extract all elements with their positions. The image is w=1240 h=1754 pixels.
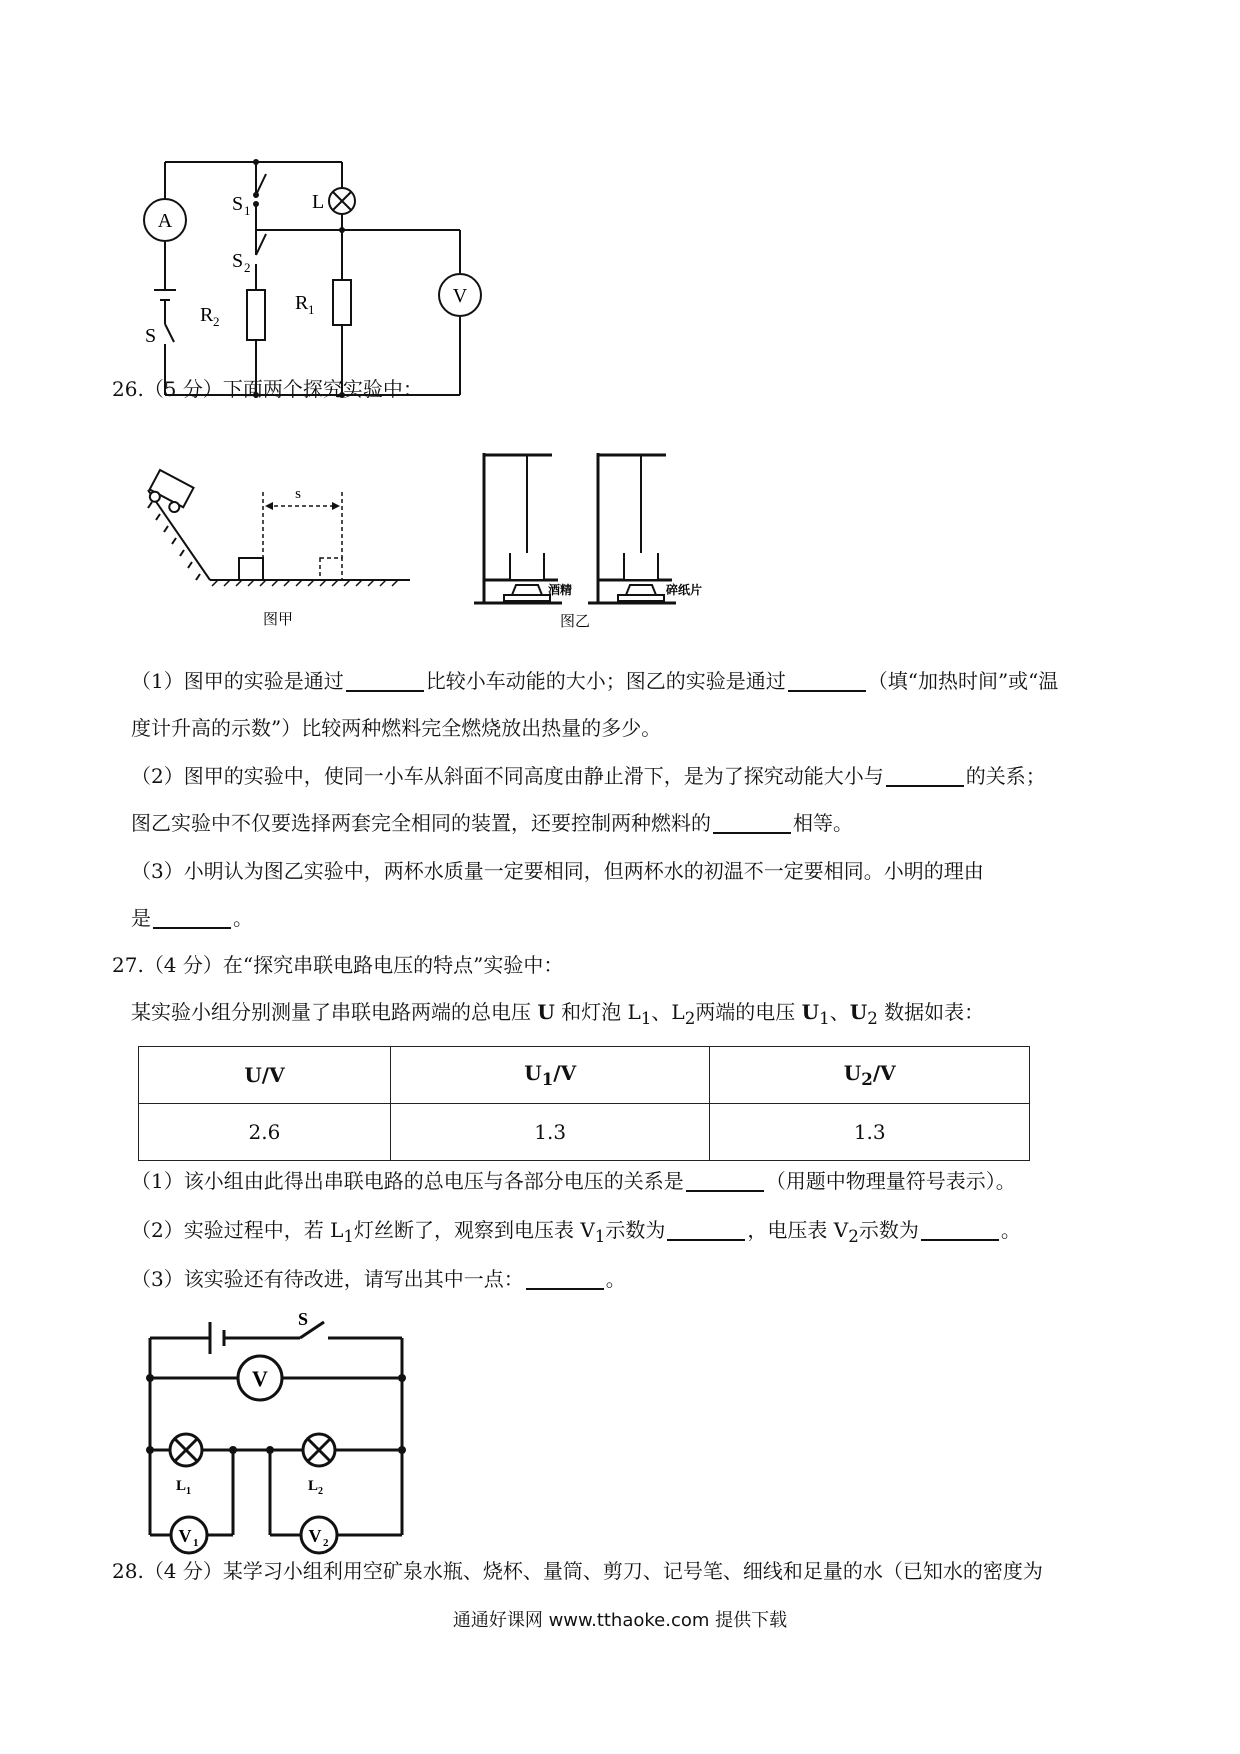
q26-p3-line1: （3）小明认为图乙实验中，两杯水质量一定要相同，但两杯水的初温不一定要相同。小明的理由 [131,859,984,883]
svg-text:R: R [200,304,214,326]
answer-blank [526,1268,604,1290]
q27-intro: 27.（4 分）在“探究串联电路电压的特点”实验中： [112,953,564,977]
svg-text:1: 1 [193,1537,199,1549]
q26-p2-line1: （2）图甲的实验中，使同一小车从斜面不同高度由静止滑下，是为了探究动能大小与 的关系； [131,764,1046,788]
answer-blank [346,670,424,692]
table-cell: 1.3 [390,1104,710,1161]
table-header-cell: $U_1/V$ [390,1047,710,1104]
figure-jia [148,462,418,632]
svg-text:s: s [295,486,301,502]
answer-blank [713,812,791,834]
answer-blank [667,1219,745,1241]
svg-text:2: 2 [213,314,220,329]
svg-text:V: V [452,285,468,307]
table-header-cell: U/V [139,1047,391,1104]
circuit-diagram-1 [130,150,480,410]
svg-text:V: V [252,1366,268,1391]
table-header-row [139,1047,1030,1104]
svg-text:2: 2 [244,260,251,275]
svg-text:S: S [145,325,157,347]
answer-blank [686,1170,764,1192]
q26-p1-line1: （1）图甲的实验是通过 比较小车动能的大小；图乙的实验是通过 （填“加热时间”或“温 [131,669,1059,693]
svg-text:S: S [298,1309,309,1329]
svg-text:1: 1 [244,203,251,218]
q27-description: 某实验小组分别测量了串联电路两端的总电压 U 和灯泡 $L_1$、$L_2$两端的电压 $U_1$、$U_2$ 数据如表： [131,1000,985,1028]
figure-yi [470,445,720,635]
table-row [139,1104,1030,1161]
answer-blank [886,765,964,787]
circuit-diagram-2 [140,1300,420,1549]
svg-text:图甲: 图甲 [262,612,294,628]
q27-p3: （3）该实验还有待改进，请写出其中一点： 。 [131,1267,626,1291]
svg-text:碎纸片: 碎纸片 [666,583,703,597]
q26-p3-line2: 是 。 [131,906,253,930]
svg-text:L: L [312,191,325,213]
svg-text:R: R [295,292,309,314]
svg-text:L: L [308,1478,319,1494]
q26-p2-line2: 图乙实验中不仅要选择两套完全相同的装置，还要控制两种燃料的 相等。 [131,811,853,835]
svg-text:酒精: 酒精 [548,583,573,597]
svg-text:1: 1 [186,1486,191,1497]
q27-p2: （2）实验过程中，若 $L_1$灯丝断了，观察到电压表 $V_1$示数为 ，电压表 $V_2$示数为 。 [131,1218,1021,1246]
page-footer: 通通好课网 www.tthaoke.com 提供下载 [452,1610,788,1631]
svg-text:L: L [176,1478,187,1494]
answer-blank [921,1219,999,1241]
svg-text:S: S [232,193,244,215]
svg-text:图乙: 图乙 [559,614,591,630]
q28-text: 28.（4 分）某学习小组利用空矿泉水瓶、烧杯、量筒、剪刀、记号笔、细线和足量的水（已知水的密度为 [112,1559,1043,1583]
svg-text:A: A [157,210,173,232]
q26-intro: 26.（5 分）下面两个探究实验中： [112,377,423,401]
svg-text:2: 2 [318,1486,323,1497]
voltage-table [138,1046,1030,1161]
answer-blank [153,907,231,929]
svg-text:2: 2 [323,1537,329,1549]
svg-text:1: 1 [308,302,315,317]
svg-text:V: V [178,1526,192,1546]
svg-text:S: S [232,250,244,272]
table-header-cell: $U_2/V$ [710,1047,1030,1104]
table-cell: 1.3 [710,1104,1030,1161]
answer-blank [788,670,866,692]
q26-p1-line2: 度计升高的示数”）比较两种燃料完全燃烧放出热量的多少。 [131,716,662,740]
table-cell: 2.6 [139,1104,391,1161]
svg-text:V: V [308,1526,322,1546]
q27-p1: （1）该小组由此得出串联电路的总电压与各部分电压的关系是 （用题中物理量符号表示）。 [131,1169,1016,1193]
